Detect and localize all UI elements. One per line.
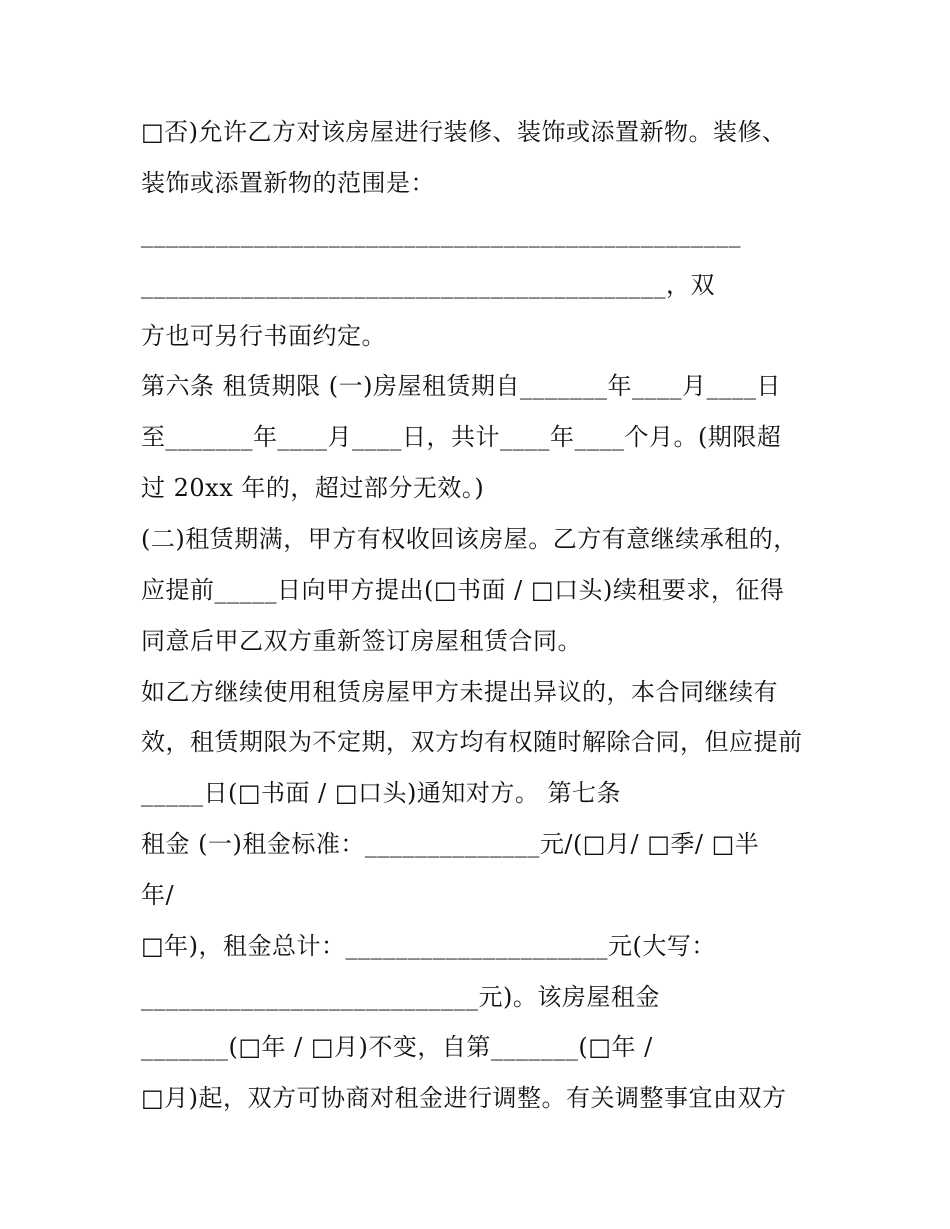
text-line: (二)租赁期满，甲方有权收回该房屋。乙方有意继续承租的， (141, 525, 798, 553)
text-line: 第六条 租赁期限 (一)房屋租赁期自_______年____月____日 (141, 372, 781, 400)
text-line: _______(□年 / □月)不变，自第_______(□年 / (141, 1033, 653, 1061)
text-line: 效，租赁期限为不定期，双方均有权随时解除合同，但应提前 (141, 728, 803, 756)
text-line: □月)起，双方可协商对租金进行调整。有关调整事宜由双方 (141, 1084, 787, 1112)
text-line: 年/ (141, 881, 175, 909)
text-line: □否)允许乙方对该房屋进行装修、装饰或添置新物。装修、 (141, 118, 787, 146)
blank-rule-line: ________________________________________________ (141, 220, 741, 248)
text-line: 至_______年____月____日，共计____年____个月。(期限超 (141, 423, 782, 451)
text-line: 过 20xx 年的，超过部分无效。) (141, 474, 485, 502)
text-line: 如乙方继续使用租赁房屋甲方未提出异议的，本合同继续有 (141, 678, 778, 706)
blank-rule-line: __________________________________________，双 (141, 271, 715, 299)
text-line: _____日(□书面 / □口头)通知对方。 第七条 (141, 779, 622, 807)
text-line: 装饰或添置新物的范围是： (141, 169, 435, 197)
text-line: □年)，租金总计：_____________________元(大写： (141, 932, 716, 960)
text-line: 应提前_____日向甲方提出(□书面 / □口头)续租要求，征得 (141, 576, 785, 604)
text-line: 租金 (一)租金标准：______________元/(□月/ □季/ □半 (141, 830, 760, 858)
text-line: 方也可另行书面约定。 (141, 322, 386, 350)
text-line: 同意后甲乙双方重新签订房屋租赁合同。 (141, 627, 582, 655)
text-line: ___________________________元)。该房屋租金 (141, 983, 660, 1011)
